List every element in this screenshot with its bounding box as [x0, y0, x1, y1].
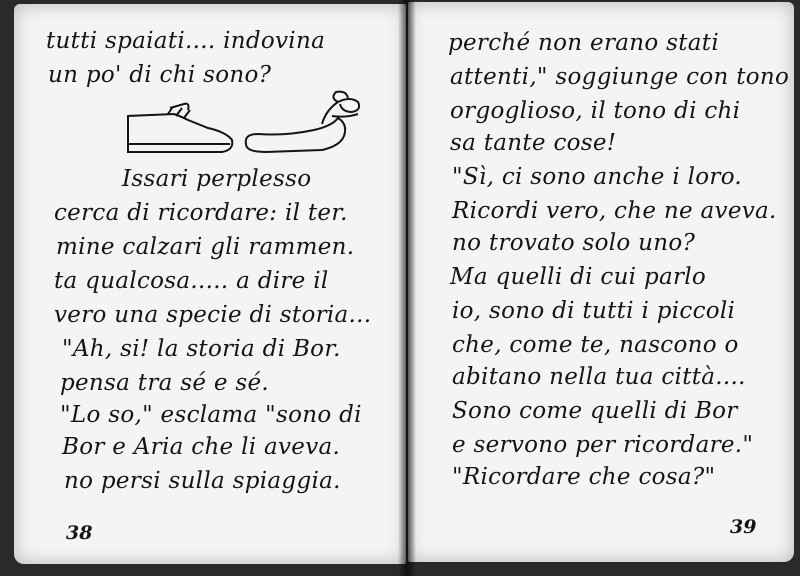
text-line: vero una specie di storia...	[54, 302, 372, 328]
text-line: che, come te, nascono o	[452, 332, 739, 358]
right-page	[408, 2, 794, 562]
page-number: 38	[66, 522, 93, 544]
text-line: Issari perplesso	[122, 166, 312, 192]
text-line: un po' di chi sono?	[48, 62, 272, 88]
laced-shoe-icon	[128, 104, 232, 152]
page-number: 39	[730, 516, 757, 538]
text-line: orgoglioso, il tono di chi	[450, 98, 741, 124]
shoes-illustration	[126, 88, 376, 160]
text-line: perché non erano stati	[448, 30, 719, 56]
text-line: attenti," soggiunge con tono	[450, 64, 790, 90]
text-line: no persi sulla spiaggia.	[64, 468, 341, 494]
book-gutter	[398, 0, 416, 576]
left-page	[14, 4, 406, 564]
text-line: "Ricordare che cosa?"	[452, 464, 716, 490]
text-line: no trovato solo uno?	[452, 230, 696, 256]
text-line: ta qualcosa..... a dire il	[54, 268, 329, 294]
text-line: tutti spaiati.... indovina	[46, 28, 326, 54]
text-line: abitano nella tua città....	[452, 364, 746, 390]
text-line: "Ah, si! la storia di Bor.	[62, 336, 341, 362]
text-line: "Sì, ci sono anche i loro.	[452, 164, 743, 190]
text-line: Ma quelli di cui parlo	[450, 264, 707, 290]
text-line: io, sono di tutti i piccoli	[452, 298, 736, 324]
text-line: pensa tra sé e sé.	[60, 370, 270, 396]
slipper-shoe-icon	[246, 92, 359, 152]
text-line: Ricordi vero, che ne aveva.	[452, 198, 777, 224]
text-line: cerca di ricordare: il ter.	[54, 200, 348, 226]
text-line: Bor e Aria che li aveva.	[62, 434, 341, 460]
text-line: sa tante cose!	[450, 130, 617, 156]
text-line: mine calzari gli rammen.	[56, 234, 355, 260]
text-line: "Lo so," esclama "sono di	[60, 402, 362, 428]
text-line: e servono per ricordare."	[452, 432, 754, 458]
text-line: Sono come quelli di Bor	[452, 398, 738, 424]
